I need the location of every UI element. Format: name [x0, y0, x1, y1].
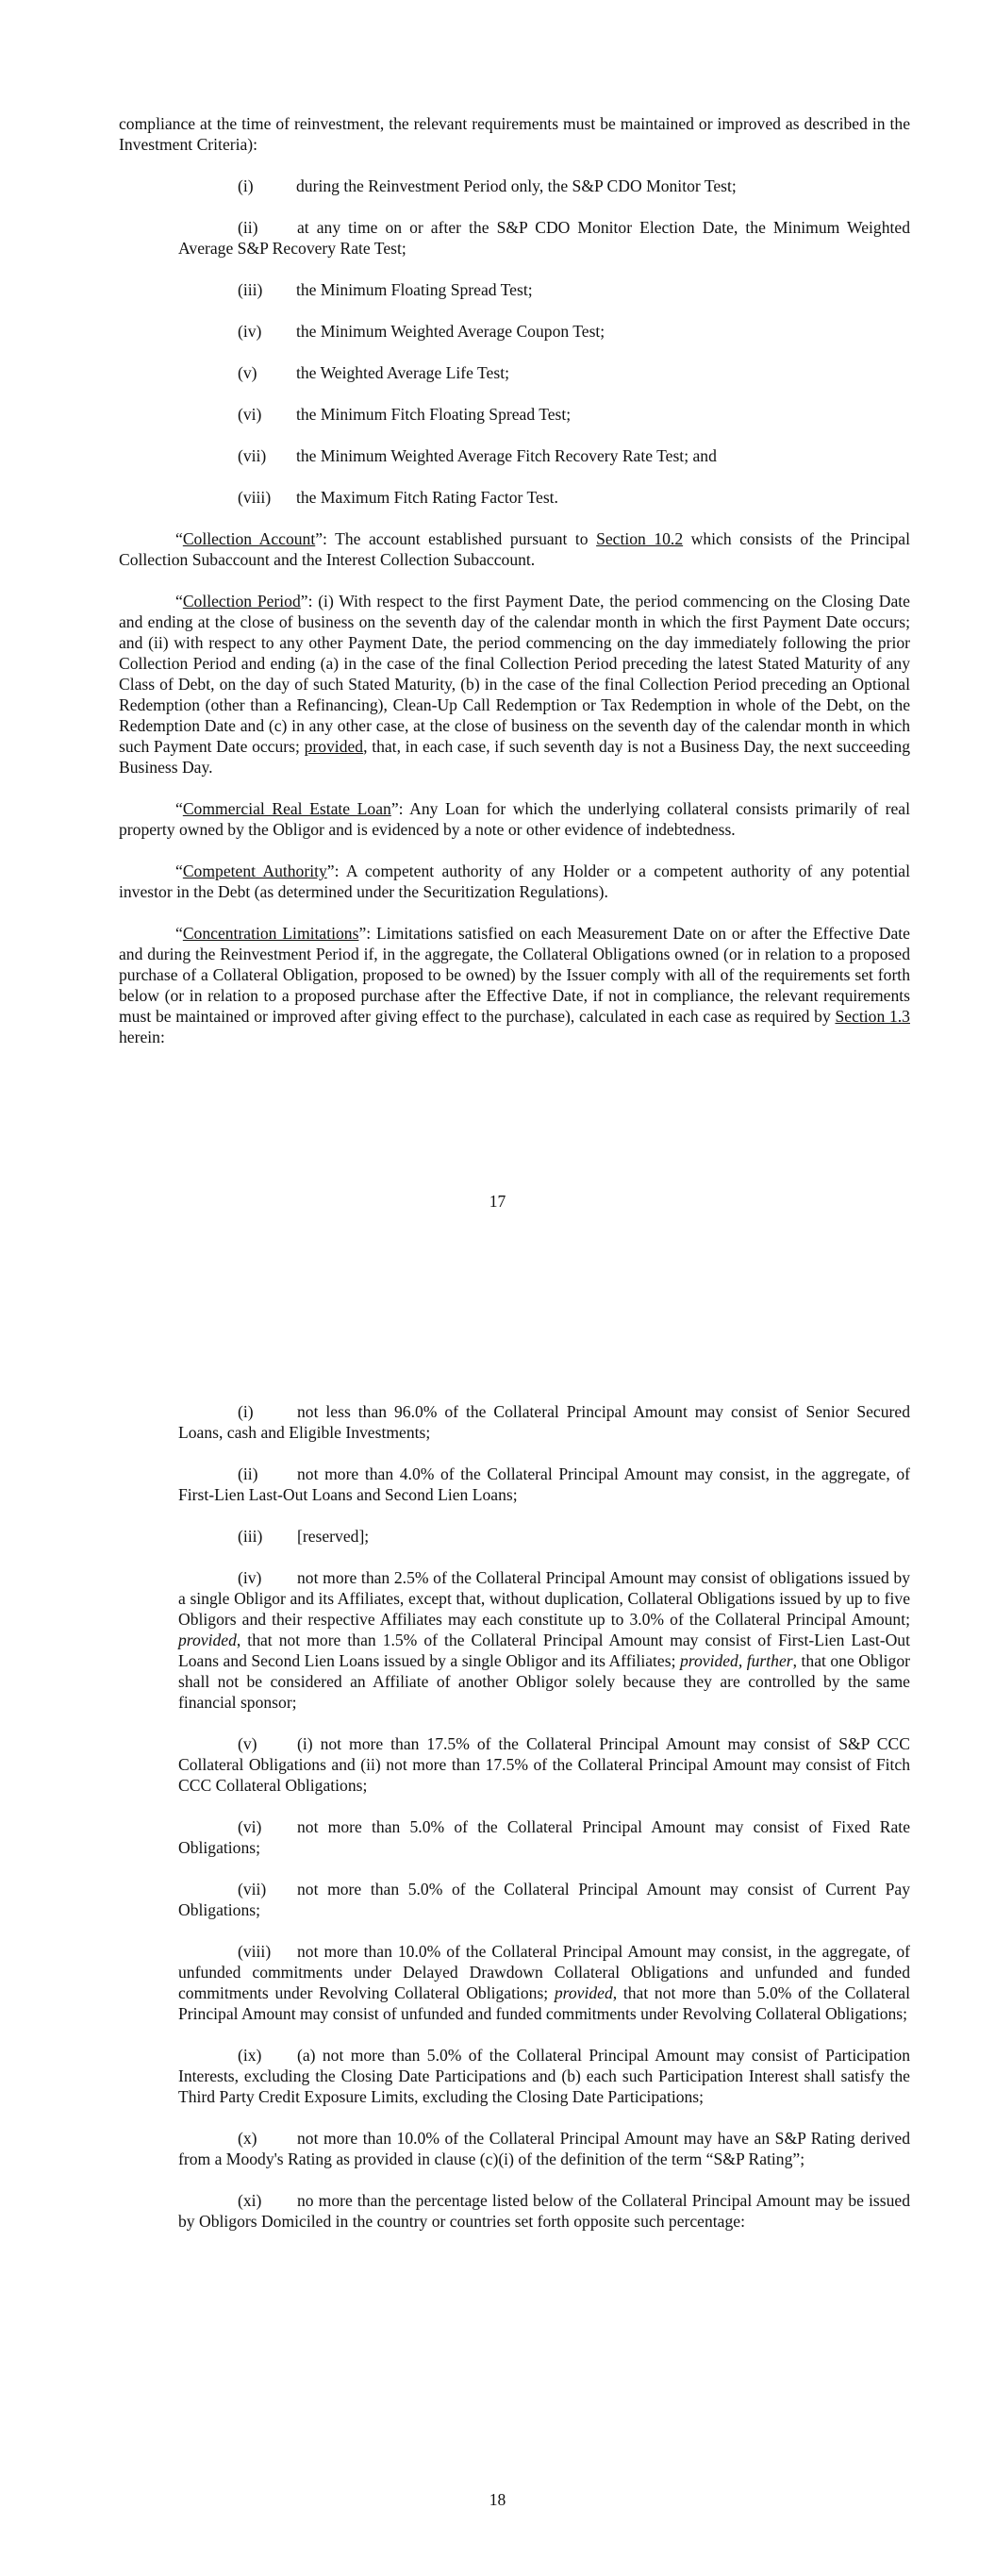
section-reference: Section 1.3 [835, 1007, 910, 1026]
limitation-item: (ix) (a) not more than 5.0% of the Collateral Principal Amount may consist of Participation Interests, excluding the Closing Date Participations and (b) each such Participation Interest shall satisfy the Third Party Credit Exposure Limits, excluding the Closing Date Participations; [178, 2046, 910, 2106]
limitation-item: (vii) not more than 5.0% of the Collateral Principal Amount may consist of Current Pay Obligations; [178, 1880, 910, 1919]
test-item: (vii) the Minimum Weighted Average Fitch Recovery Rate Test; and [238, 446, 717, 465]
limitation-item: (i) not less than 96.0% of the Collateral Principal Amount may consist of Senior Secured Loans, cash and Eligible Investments; [178, 1402, 910, 1442]
proviso-term: provided, further [679, 1651, 793, 1670]
limitation-item: (v) (i) not more than 17.5% of the Collateral Principal Amount may consist of S&P CCC Collateral Obligations and (ii) not more than 17.5% of the Collateral Principal Amount may consist of Fitch CCC Collateral Obligations; [178, 1734, 910, 1795]
intro-paragraph: compliance at the time of reinvestment, the relevant requirements must be maintained or improved as described in the Investment Criteria): [119, 114, 910, 154]
page-number: 18 [489, 2490, 506, 2509]
defined-term: Collection Account [182, 529, 316, 548]
limitation-item: (iii) [reserved]; [238, 1527, 370, 1546]
limitation-item: (ii) not more than 4.0% of the Collateral Principal Amount may consist, in the aggregate, of First-Lien Last-Out Loans and Second Lien Loans; [178, 1464, 910, 1504]
section-reference: Section 10.2 [596, 529, 684, 548]
definition-collection-account: “Collection Account”: The account established pursuant to Section 10.2 which consists of the Principal Collection Subaccount and the Interest Collection Subaccount. [119, 529, 910, 569]
limitation-item: (vi) not more than 5.0% of the Collateral Principal Amount may consist of Fixed Rate Obligations; [178, 1817, 910, 1857]
definition-collection-period: “Collection Period”: (i) With respect to the first Payment Date, the period commencing on the Closing Date and ending at the close of business on the seventh day of the calendar month in which the first Payment Date occurs; and (ii) with respect to any other Payment Date, the period commencing on the day immediately following the prior Collection Period and ending (a) in the case of the final Collection Period preceding the latest Stated Maturity of any Class of Debt, on the day of such Stated Maturity, (b) in the case of the final Collection Period preceding an Optional Redemption (other than a Refinancing), Clean-Up Call Redemption or Tax Redemption in whole of the Debt, on the Redemption Date and (c) in any other case, at the close of business on the seventh day of the calendar month in which such Payment Date occurs; provided, that, in each case, if such seventh day is not a Business Day, the next succeeding Business Day. [119, 592, 910, 777]
proviso-term: provided [554, 1983, 613, 2002]
defined-term: Commercial Real Estate Loan [182, 799, 391, 818]
proviso-term: provided [304, 737, 364, 756]
defined-term: Concentration Limitations [182, 924, 359, 943]
test-item: (vi) the Minimum Fitch Floating Spread Test; [238, 405, 572, 424]
test-item: (i) during the Reinvestment Period only, the S&P CDO Monitor Test; [238, 176, 737, 195]
test-item: (iii) the Minimum Floating Spread Test; [238, 280, 533, 299]
limitation-item: (x) not more than 10.0% of the Collateral Principal Amount may have an S&P Rating derived from a Moody's Rating as provided in clause (c)(i) of the definition of the term “S&P Rating”; [178, 2129, 910, 2168]
limitation-item: (xi) no more than the percentage listed below of the Collateral Principal Amount may be issued by Obligors Domiciled in the country or countries set forth opposite such percentage: [178, 2191, 910, 2231]
test-item: (v) the Weighted Average Life Test; [238, 363, 509, 382]
proviso-term: provided [178, 1631, 237, 1649]
page-number: 17 [489, 1192, 506, 1211]
definition-commercial-real-estate-loan: “Commercial Real Estate Loan”: Any Loan for which the underlying collateral consists primarily of real property owned by the Obligor and is evidenced by a note or other evidence of indebtedness. [119, 799, 910, 839]
test-item: (ii) at any time on or after the S&P CDO Monitor Election Date, the Minimum Weighted Average S&P Recovery Rate Test; [178, 218, 910, 258]
page-18-body [119, 1401, 910, 2252]
definition-competent-authority: “Competent Authority”: A competent authority of any Holder or a competent authority of any potential investor in the Debt (as determined under the Securitization Regulations). [119, 861, 910, 901]
limitation-item: (iv) not more than 2.5% of the Collateral Principal Amount may consist of obligations issued by a single Obligor and its Affiliates, except that, without duplication, Collateral Obligations issued by up to five Obligors and their respective Affiliates may each constitute up to 3.0% of the Collateral Principal Amount; provided, that not more than 1.5% of the Collateral Principal Amount may consist of First-Lien Last-Out Loans and Second Lien Loans issued by a single Obligor and its Affiliates; provided, further, that one Obligor shall not be considered an Affiliate of another Obligor solely because they are controlled by the same financial sponsor; [178, 1568, 910, 1712]
definition-concentration-limitations: “Concentration Limitations”: Limitations satisfied on each Measurement Date on or after the Effective Date and during the Reinvestment Period if, in the aggregate, the Collateral Obligations owned (or in relation to a proposed purchase of a Collateral Obligation, proposed to be owned) by the Issuer comply with all of the requirements set forth below (or in relation to a proposed purchase after the Effective Date, if not in compliance, the relevant requirements must be maintained or improved after giving effect to the purchase), calculated in each case as required by Section 1.3 herein: [119, 924, 910, 1046]
defined-term: Competent Authority [182, 861, 327, 880]
limitation-item: (viii) not more than 10.0% of the Collateral Principal Amount may consist, in the aggregate, of unfunded commitments under Delayed Drawdown Collateral Obligations and unfunded and funded commitments under Revolving Collateral Obligations; provided, that not more than 5.0% of the Collateral Principal Amount may consist of unfunded and funded commitments under Revolving Collateral Obligations; [178, 1942, 910, 2023]
page-17-body [119, 113, 910, 1068]
test-item: (viii) the Maximum Fitch Rating Factor Test. [238, 488, 558, 507]
page-18 [0, 1288, 995, 2576]
test-item: (iv) the Minimum Weighted Average Coupon Test; [238, 322, 605, 341]
defined-term: Collection Period [182, 592, 301, 611]
